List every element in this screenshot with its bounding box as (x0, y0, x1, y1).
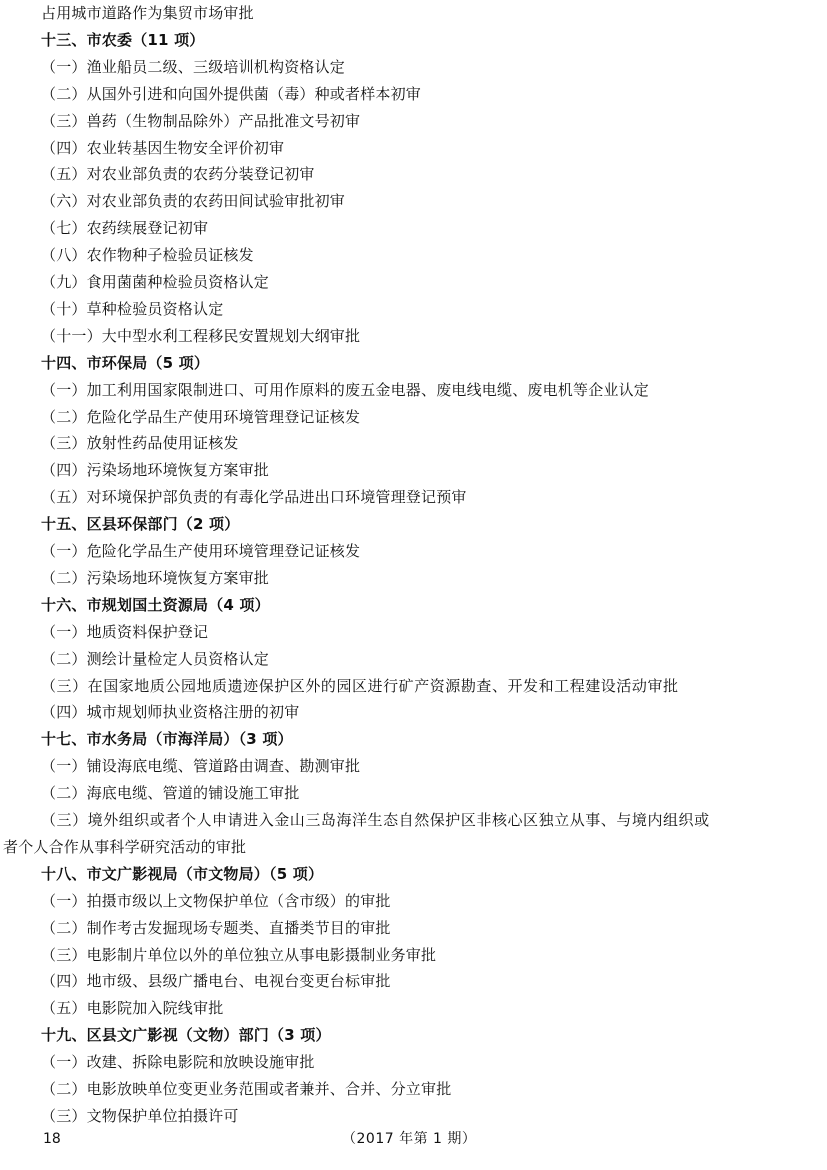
section-heading: 十七、市水务局（市海洋局）（3 项） (41, 730, 293, 749)
list-item: （五）对环境保护部负责的有毒化学品进出口环境管理登记预审 (41, 488, 467, 507)
section-heading: 十五、区县环保部门（2 项） (41, 515, 240, 534)
list-item: （三）兽药（生物制品除外）产品批准文号初审 (41, 111, 361, 130)
list-item: （二）从国外引进和向国外提供菌（毒）种或者样本初审 (41, 84, 422, 103)
list-item: （二）测绘计量检定人员资格认定 (41, 649, 270, 668)
list-item: （三）电影制片单位以外的单位独立从事电影摄制业务审批 (41, 945, 437, 964)
section-heading: 十四、市环保局（5 项） (41, 353, 210, 372)
item-continuation: 者个人合作从事科学研究活动的审批 (3, 837, 247, 856)
list-item: （一）渔业船员二级、三级培训机构资格认定 (41, 57, 346, 76)
section-heading: 十九、区县文广影视（文物）部门（3 项） (41, 1026, 331, 1045)
list-item: （一）加工利用国家限制进口、可用作原料的废五金电器、废电线电缆、废电机等企业认定 (41, 380, 650, 399)
list-item: （三）文物保护单位拍摄许可 (41, 1106, 239, 1125)
list-item: （十一）大中型水利工程移民安置规划大纲审批 (41, 326, 361, 345)
list-item: （一）铺设海底电缆、管道路由调查、勘测审批 (41, 757, 361, 776)
continued-item: 占用城市道路作为集贸市场审批 (41, 4, 254, 22)
section-heading: 十三、市农委（11 项） (41, 30, 205, 49)
list-item: （八）农作物种子检验员证核发 (41, 246, 254, 265)
list-item: （二）制作考古发掘现场专题类、直播类节目的审批 (41, 918, 391, 937)
list-item: （九）食用菌菌种检验员资格认定 (41, 273, 270, 291)
list-item: （六）对农业部负责的农药田间试验审批初审 (41, 192, 346, 211)
list-item: （二）海底电缆、管道的铺设施工审批 (41, 784, 300, 803)
section-heading: 十六、市规划国土资源局（4 项） (41, 595, 270, 614)
list-item: （四）地市级、县级广播电台、电视台变更台标审批 (41, 972, 391, 991)
list-item: （三）境外组织或者个人申请进入金山三岛海洋生态自然保护区非核心区独立从事、与境内组织或 (41, 811, 710, 829)
list-item: （二）电影放映单位变更业务范围或者兼并、合并、分立审批 (41, 1080, 452, 1098)
list-item: （七）农药续展登记初审 (41, 219, 209, 238)
issue-label: （2017 年第 1 期） (342, 1131, 477, 1147)
list-item: （二）污染场地环境恢复方案审批 (41, 568, 270, 587)
list-item: （三）放射性药品使用证核发 (41, 434, 239, 453)
list-item: （三）在国家地质公园地质遗迹保护区外的园区进行矿产资源勘查、开发和工程建设活动审批 (41, 676, 679, 695)
list-item: （一）拍摄市级以上文物保护单位（含市级）的审批 (41, 891, 391, 910)
list-item: （五）对农业部负责的农药分装登记初审 (41, 165, 315, 184)
page-number: 18 (43, 1131, 61, 1147)
list-item: （二）危险化学品生产使用环境管理登记证核发 (41, 407, 361, 426)
list-item: （四）农业转基因生物安全评价初审 (41, 138, 285, 157)
section-heading: 十八、市文广影视局（市文物局）（5 项） (41, 864, 324, 883)
list-item: （一）改建、拆除电影院和放映设施审批 (41, 1053, 315, 1072)
list-item: （十）草种检验员资格认定 (41, 299, 224, 318)
list-item: （一）地质资料保护登记 (41, 622, 209, 641)
list-item: （四）污染场地环境恢复方案审批 (41, 461, 270, 480)
list-item: （四）城市规划师执业资格注册的初审 (41, 703, 300, 722)
list-item: （一）危险化学品生产使用环境管理登记证核发 (41, 542, 361, 560)
list-item: （五）电影院加入院线审批 (41, 999, 224, 1018)
